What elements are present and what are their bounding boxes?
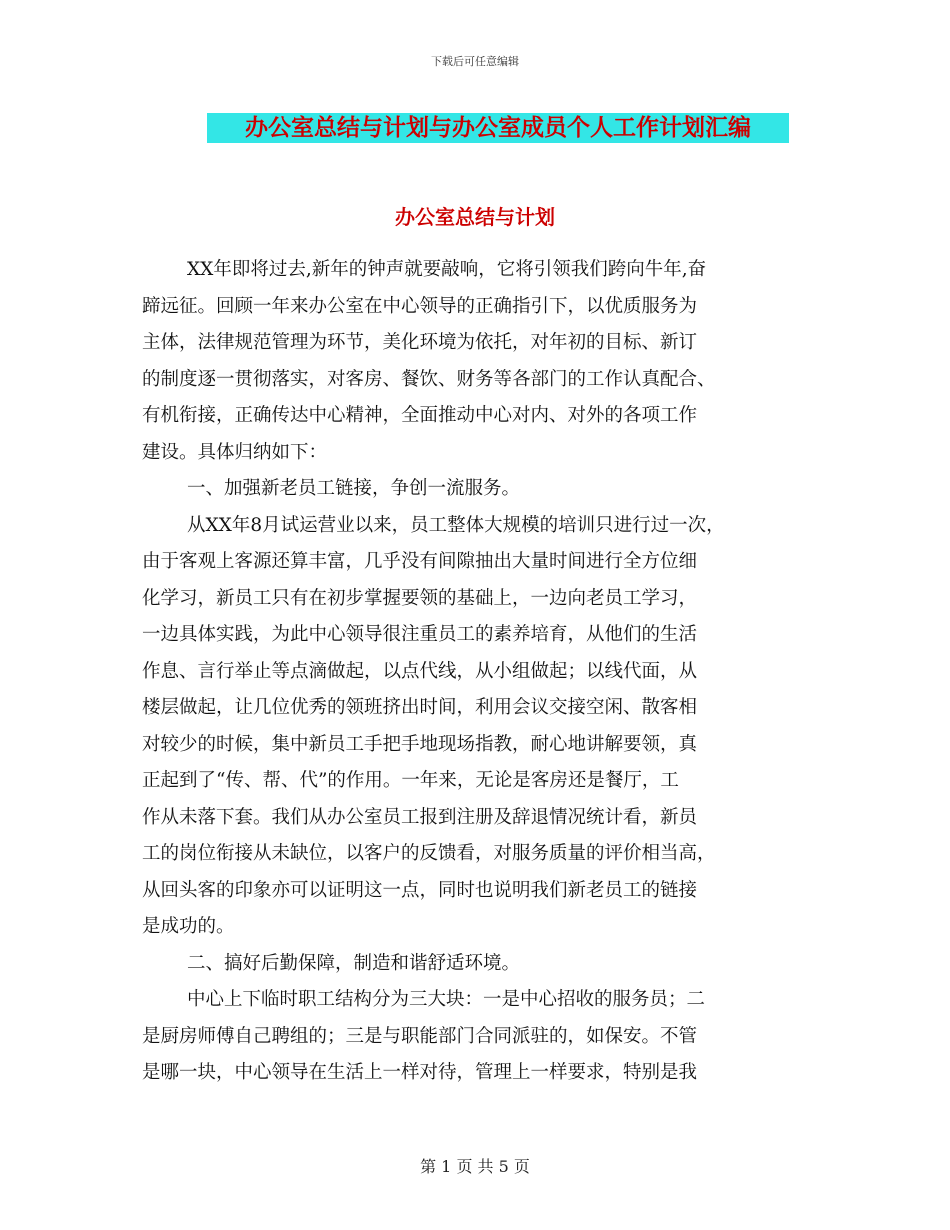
- paragraph-line: 有机衔接，正确传达中心精神，全面推动中心对内、对外的各项工作: [142, 405, 698, 426]
- paragraph-line: 工的岗位衔接从未缺位，以客户的反馈看，对服务质量的评价相当高，: [142, 843, 716, 864]
- paragraph-line: XX年即将过去,新年的钟声就要敲响，它将引领我们跨向牛年,奋: [187, 259, 707, 280]
- page-footer: 第 1 页 共 5 页: [420, 1157, 530, 1176]
- paragraph-line: 是成功的。: [142, 916, 235, 937]
- body-text: [142, 252, 817, 1092]
- paragraph-line: 从XX年8月试运营业以来，员工整体大规模的培训只进行过一次，: [187, 514, 725, 536]
- paragraph-line: 主体，法律规范管理为环节，美化环境为依托，对年初的目标、新订: [142, 332, 698, 353]
- paragraph-line: 作息、言行举止等点滴做起，以点代线，从小组做起；以线代面，从: [142, 660, 698, 682]
- paragraph-line: 的制度逐一贯彻落实，对客房、餐饮、财务等各部门的工作认真配合、: [142, 368, 716, 390]
- paragraph-line: 楼层做起，让几位优秀的领班挤出时间，利用会议交接空闲、散客相: [142, 697, 698, 718]
- paragraph-line: 对较少的时候，集中新员工手把手地现场指教，耐心地讲解要领，真: [142, 733, 698, 755]
- paragraph-line: 从回头客的印象亦可以证明这一点，同时也说明我们新老员工的链接: [142, 879, 698, 901]
- paragraph-line: 一边具体实践，为此中心领导很注重员工的素养培育，从他们的生活: [142, 624, 698, 645]
- paragraph-line: 是厨房师傅自己聘组的；三是与职能部门合同派驻的，如保安。不管: [142, 1025, 698, 1047]
- paragraph-line: 蹄远征。回顾一年来办公室在中心领导的正确指引下，以优质服务为: [142, 295, 698, 317]
- paragraph-line: 正起到了“传、帮、代”的作用。一年来，无论是客房还是餐厅，工: [142, 770, 679, 791]
- paragraph-line: 一、加强新老员工链接，争创一流服务。: [187, 478, 521, 499]
- section-title: 办公室总结与计划: [395, 205, 555, 229]
- paragraph-line: 作从未落下套。我们从办公室员工报到注册及辞退情况统计看，新员: [142, 806, 698, 828]
- paragraph-line: 是哪一块，中心领导在生活上一样对待，管理上一样要求，特别是我: [142, 1062, 698, 1083]
- paragraph-line: 建设。具体归纳如下：: [142, 441, 328, 463]
- paragraph-line: 化学习，新员工只有在初步掌握要领的基础上，一边向老员工学习，: [142, 587, 698, 609]
- paragraph-line: 由于客观上客源还算丰富，几乎没有间隙抽出大量时间进行全方位细: [142, 551, 698, 572]
- paragraph-line: 中心上下临时职工结构分为三大块：一是中心招收的服务员；二: [187, 989, 706, 1010]
- header-note: 下载后可任意编辑: [431, 55, 519, 68]
- document-title: 办公室总结与计划与办公室成员个人工作计划汇编: [207, 113, 789, 143]
- paragraph-line: 二、搞好后勤保障，制造和谐舒适环境。: [187, 952, 521, 974]
